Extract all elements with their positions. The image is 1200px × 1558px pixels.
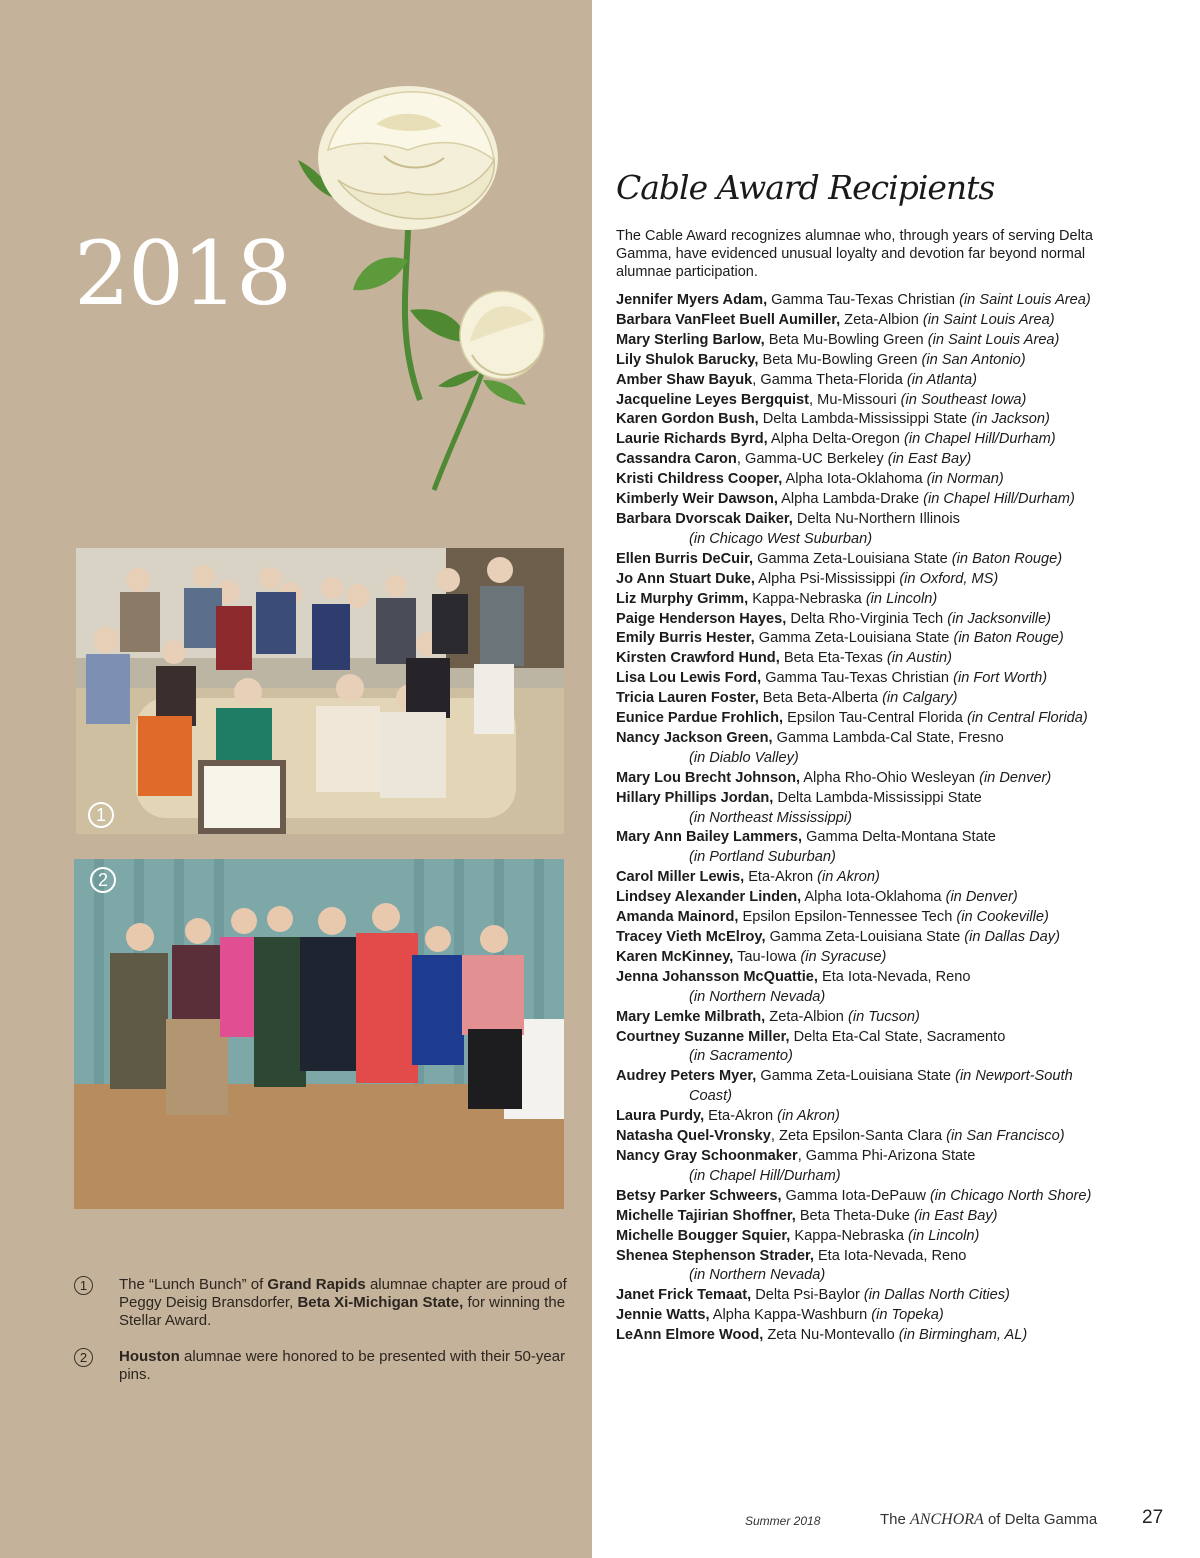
recipient-chapter: Gamma Delta-Montana State — [802, 829, 996, 846]
recipient-area: (in Syracuse) — [800, 948, 887, 965]
recipient-chapter: Gamma Zeta-Louisiana State — [756, 1068, 956, 1085]
recipient-name: Eunice Pardue Frohlich, — [616, 710, 784, 727]
recipient-name: Kristi Childress Cooper, — [616, 471, 783, 488]
recipient-name: Lily Shulok Barucky, — [616, 351, 759, 368]
recipient-chapter: Beta Mu-Bowling Green — [764, 331, 928, 348]
recipient-area: (in Chapel Hill/Durham) — [903, 431, 1056, 448]
recipient-area: (in Tucson) — [847, 1008, 920, 1025]
recipient-area: (in East Bay) — [887, 451, 972, 468]
recipient-area-continued: (in Sacramento) — [689, 1048, 793, 1065]
recipient-name: Jacqueline Leyes Bergquist — [616, 391, 810, 408]
recipient-chapter: Delta Psi-Baylor — [751, 1287, 864, 1304]
recipient-name: Nancy Gray Schoonmaker — [616, 1147, 798, 1164]
recipient-item — [616, 450, 1176, 470]
recipient-item — [616, 490, 1176, 510]
recipient-chapter: Gamma Iota-DePauw — [781, 1187, 930, 1204]
recipient-area: (in Central Florida) — [966, 710, 1088, 727]
recipient-item — [616, 908, 1176, 928]
recipient-area: (in Baton Rouge) — [951, 550, 1063, 567]
recipient-item — [616, 391, 1176, 411]
recipient-name: Janet Frick Temaat, — [616, 1287, 752, 1304]
photo-lunch-bunch — [76, 548, 564, 834]
recipient-name: Tracey Vieth McElroy, — [616, 929, 766, 945]
recipient-item — [616, 1008, 1176, 1028]
recipient-area: (in Austin) — [886, 650, 953, 667]
recipient-area: (in Calgary) — [882, 690, 958, 707]
recipient-chapter: Epsilon Epsilon-Tennessee Tech — [738, 909, 957, 926]
recipient-item — [616, 1227, 1176, 1247]
recipient-area-continued: (in Northeast Mississippi) — [689, 809, 853, 826]
recipient-item — [616, 331, 1176, 351]
recipient-area: (in Saint Louis Area) — [922, 311, 1055, 328]
caption-photo-2 — [74, 1348, 574, 1384]
caption-1-number: 1 — [74, 1276, 93, 1295]
recipient-name: Jo Ann Stuart Duke, — [616, 570, 755, 587]
recipient-area: (in Akron) — [777, 1108, 840, 1125]
recipient-chapter: , Zeta Epsilon-Santa Clara — [770, 1128, 947, 1145]
recipient-name: Jennifer Myers Adam, — [616, 292, 768, 308]
recipient-name: Courtney Suzanne Miller, — [616, 1028, 790, 1045]
recipient-area: (in Topeka) — [871, 1307, 944, 1324]
recipient-area: (in Jacksonville) — [947, 610, 1052, 627]
recipient-name: Amanda Mainord, — [616, 909, 739, 926]
recipient-area-continued: (in Chapel Hill/Durham) — [689, 1167, 841, 1184]
recipient-chapter: Beta Eta-Texas — [779, 650, 887, 667]
recipient-name: Emily Burris Hester, — [616, 630, 755, 647]
recipient-item — [616, 888, 1176, 908]
recipient-item — [616, 410, 1176, 430]
recipient-area: (in Saint Louis Area) — [927, 331, 1060, 348]
recipient-name: Mary Lemke Milbrath, — [616, 1008, 766, 1025]
caption-photo-1 — [74, 1276, 574, 1330]
footer-issue-date: Summer 2018 — [745, 1514, 821, 1528]
recipient-item — [616, 1107, 1176, 1127]
recipient-name: Cassandra Caron — [616, 451, 737, 468]
recipient-chapter: , Gamma Theta-Florida — [752, 371, 907, 388]
recipient-item — [616, 1147, 1176, 1187]
recipient-chapter: Kappa-Nebraska — [790, 1227, 908, 1244]
recipient-chapter: Eta Iota-Nevada, Reno — [813, 1247, 967, 1264]
recipient-item — [616, 789, 1176, 829]
recipient-item — [616, 550, 1176, 570]
recipient-name: Laura Purdy, — [616, 1108, 705, 1125]
recipient-name: Mary Ann Bailey Lammers, — [616, 829, 803, 846]
recipient-name: Barbara VanFleet Buell Aumiller, — [616, 311, 841, 328]
recipient-area-continued: (in Diablo Valley) — [689, 749, 799, 766]
group-photo-image-1 — [76, 548, 564, 834]
recipient-area: (in Birmingham, AL) — [898, 1327, 1028, 1344]
recipient-chapter: Delta Rho-Virginia Tech — [786, 610, 948, 627]
recipient-chapter: Alpha Kappa-Washburn — [709, 1307, 872, 1324]
recipient-chapter: Zeta-Albion — [840, 311, 923, 328]
recipient-area: (in East Bay) — [913, 1207, 998, 1224]
recipient-item — [616, 510, 1176, 550]
recipient-chapter: Gamma Zeta-Louisiana State — [753, 550, 952, 567]
recipient-chapter: Kappa-Nebraska — [748, 590, 866, 607]
recipient-name: Lindsey Alexander Linden, — [616, 889, 802, 906]
recipient-chapter: Eta-Akron — [704, 1108, 778, 1125]
recipient-item — [616, 1326, 1176, 1346]
recipient-name: Karen McKinney, — [616, 948, 734, 965]
recipient-chapter: Beta Beta-Alberta — [758, 690, 883, 707]
recipient-item — [616, 610, 1176, 630]
recipient-chapter: Zeta Nu-Montevallo — [763, 1327, 899, 1344]
recipient-chapter: Alpha Iota-Oklahoma — [782, 471, 927, 488]
recipient-name: Tricia Lauren Foster, — [616, 690, 759, 707]
recipient-chapter: Eta Iota-Nevada, Reno — [817, 968, 971, 985]
recipient-chapter: Alpha Psi-Mississippi — [754, 570, 900, 587]
recipient-item — [616, 1207, 1176, 1227]
recipient-chapter: Gamma Zeta-Louisiana State — [754, 630, 954, 647]
photo-2-number-badge: 2 — [90, 867, 116, 893]
recipient-chapter: , Mu-Missouri — [809, 391, 901, 408]
recipient-item — [616, 828, 1176, 868]
recipient-item — [616, 709, 1176, 729]
recipient-area: (in Oxford, MS) — [899, 570, 999, 587]
recipient-name: Hillary Phillips Jordan, — [616, 789, 774, 806]
recipient-item — [616, 1127, 1176, 1147]
recipient-area-continued: (in Northern Nevada) — [689, 1267, 826, 1284]
recipient-area-continued: (in Portland Suburban) — [689, 849, 836, 866]
recipient-area: (in Fort Worth) — [953, 670, 1048, 687]
recipient-chapter: Alpha Iota-Oklahoma — [801, 889, 946, 906]
recipient-item — [616, 769, 1176, 789]
recipient-name: Mary Sterling Barlow, — [616, 331, 765, 348]
section-title: Cable Award Recipients — [616, 168, 995, 207]
recipient-name: Liz Murphy Grimm, — [616, 590, 749, 607]
recipient-item — [616, 948, 1176, 968]
recipient-area: (in San Francisco) — [946, 1128, 1065, 1145]
recipient-area: (in Dallas North Cities) — [863, 1287, 1010, 1304]
recipient-name: Barbara Dvorscak Daiker, — [616, 510, 793, 527]
recipient-item — [616, 470, 1176, 490]
recipient-name: Mary Lou Brecht Johnson, — [616, 769, 801, 786]
recipient-area: (in Lincoln) — [908, 1227, 980, 1244]
recipient-area-continued: Coast) — [689, 1088, 732, 1105]
recipient-item — [616, 371, 1176, 391]
recipient-name: Carol Miller Lewis, — [616, 869, 745, 886]
recipient-chapter: , Gamma Phi-Arizona State — [797, 1147, 976, 1164]
recipient-item — [616, 291, 1176, 311]
recipient-name: Natasha Quel-Vronsky — [616, 1128, 771, 1145]
recipient-item — [616, 629, 1176, 649]
recipient-name: Laurie Richards Byrd, — [616, 431, 768, 448]
recipient-area: (in Baton Rouge) — [953, 630, 1064, 647]
recipient-area: (in Atlanta) — [906, 371, 977, 388]
recipient-area: (in Newport-South — [955, 1068, 1073, 1085]
recipient-name: Kirsten Crawford Hund, — [616, 650, 780, 667]
photo-1-number-badge: 1 — [88, 802, 114, 828]
recipient-chapter: Gamma Zeta-Louisiana State — [765, 929, 965, 945]
recipient-name: Shenea Stephenson Strader, — [616, 1247, 814, 1264]
recipient-item — [616, 928, 1176, 948]
recipient-item — [616, 868, 1176, 888]
recipient-item — [616, 1306, 1176, 1326]
recipient-area: (in Dallas Day) — [964, 929, 1060, 945]
recipient-name: Michelle Tajirian Shoffner, — [616, 1207, 796, 1224]
recipient-name: Betsy Parker Schweers, — [616, 1187, 782, 1204]
recipient-item — [616, 669, 1176, 689]
recipient-name: Jennie Watts, — [616, 1307, 710, 1324]
recipient-chapter: Eta-Akron — [744, 869, 818, 886]
recipient-item — [616, 570, 1176, 590]
recipient-list — [616, 291, 1176, 1346]
recipient-name: Ellen Burris DeCuir, — [616, 550, 754, 567]
recipient-item — [616, 590, 1176, 610]
recipient-chapter: Delta Lambda-Mississippi State — [758, 411, 972, 428]
recipient-item — [616, 311, 1176, 331]
recipient-chapter: Delta Eta-Cal State, Sacramento — [789, 1028, 1006, 1045]
recipient-chapter: Gamma Tau-Texas Christian — [767, 292, 960, 308]
recipient-area-continued: (in Northern Nevada) — [689, 988, 826, 1005]
recipient-item — [616, 649, 1176, 669]
recipient-chapter: Gamma Lambda-Cal State, Fresno — [772, 729, 1004, 746]
recipient-chapter: Zeta-Albion — [765, 1008, 848, 1025]
intro-paragraph: The Cable Award recognizes alumnae who, through years of serving Delta Gamma, have evidenced unusual loyalty and devotion far beyond normal alumnae participation. — [616, 228, 1093, 280]
recipient-chapter: Beta Mu-Bowling Green — [758, 351, 922, 368]
recipient-item — [616, 968, 1176, 1008]
recipient-area: (in Saint Louis Area) — [959, 292, 1091, 308]
recipient-item — [616, 1067, 1176, 1107]
recipient-item — [616, 729, 1176, 769]
caption-2-number: 2 — [74, 1348, 93, 1367]
recipient-chapter: Delta Nu-Northern Illinois — [792, 510, 960, 527]
white-rose-illustration — [258, 80, 598, 500]
recipient-name: LeAnn Elmore Wood, — [616, 1327, 764, 1344]
recipient-name: Michelle Bougger Squier, — [616, 1227, 791, 1244]
recipient-name: Audrey Peters Myer, — [616, 1068, 757, 1085]
caption-2-text: Houston alumnae were honored to be presented with their 50-year pins. — [119, 1348, 566, 1383]
recipient-item — [616, 351, 1176, 371]
recipient-chapter: Alpha Rho-Ohio Wesleyan — [800, 769, 980, 786]
recipient-area: (in Lincoln) — [865, 590, 938, 607]
recipient-item — [616, 1187, 1176, 1207]
year-heading: 2018 — [74, 222, 290, 325]
recipient-area: (in Cookeville) — [956, 909, 1049, 926]
recipient-area: (in Denver) — [979, 769, 1052, 786]
recipient-chapter: Alpha Delta-Oregon — [767, 431, 904, 448]
footer-magazine-title: The ANCHORA of Delta Gamma — [880, 1511, 1098, 1528]
recipient-area: (in Chapel Hill/Durham) — [923, 491, 1075, 508]
page-number: 27 — [1142, 1507, 1164, 1528]
recipient-area-continued: (in Chicago West Suburban) — [689, 530, 873, 547]
recipient-name: Amber Shaw Bayuk — [616, 371, 753, 388]
recipient-name: Lisa Lou Lewis Ford, — [616, 670, 762, 687]
recipient-area: (in Denver) — [945, 889, 1018, 906]
photo-houston-alumnae — [74, 859, 564, 1209]
recipient-area: (in Norman) — [926, 471, 1004, 488]
recipient-item — [616, 689, 1176, 709]
recipient-chapter: , Gamma-UC Berkeley — [736, 451, 888, 468]
group-photo-image-2 — [74, 859, 564, 1209]
recipient-area: (in Chicago North Shore) — [929, 1187, 1092, 1204]
recipient-name: Paige Henderson Hayes, — [616, 610, 787, 627]
recipient-chapter: Gamma Tau-Texas Christian — [761, 670, 954, 687]
recipient-chapter: Alpha Lambda-Drake — [777, 491, 924, 508]
recipient-chapter: Tau-Iowa — [733, 948, 801, 965]
recipient-name: Karen Gordon Bush, — [616, 411, 759, 428]
recipient-area: (in San Antonio) — [921, 351, 1026, 368]
recipient-chapter: Epsilon Tau-Central Florida — [783, 710, 967, 727]
recipient-area: (in Southeast Iowa) — [900, 391, 1027, 408]
caption-1-text: The “Lunch Bunch” of Grand Rapids alumnae chapter are proud of Peggy Deisig Bransdorfer, Beta Xi-Michigan State, for winning the Stellar Award. — [119, 1276, 567, 1329]
recipient-chapter: Delta Lambda-Mississippi State — [773, 789, 982, 806]
recipient-chapter: Beta Theta-Duke — [795, 1207, 914, 1224]
recipient-item — [616, 430, 1176, 450]
recipient-item — [616, 1247, 1176, 1287]
recipient-name: Kimberly Weir Dawson, — [616, 491, 778, 508]
recipient-item — [616, 1286, 1176, 1306]
recipient-name: Jenna Johansson McQuattie, — [616, 968, 818, 985]
recipient-area: (in Jackson) — [971, 411, 1050, 428]
recipient-item — [616, 1028, 1176, 1068]
recipient-name: Nancy Jackson Green, — [616, 729, 773, 746]
recipient-area: (in Akron) — [817, 869, 880, 886]
